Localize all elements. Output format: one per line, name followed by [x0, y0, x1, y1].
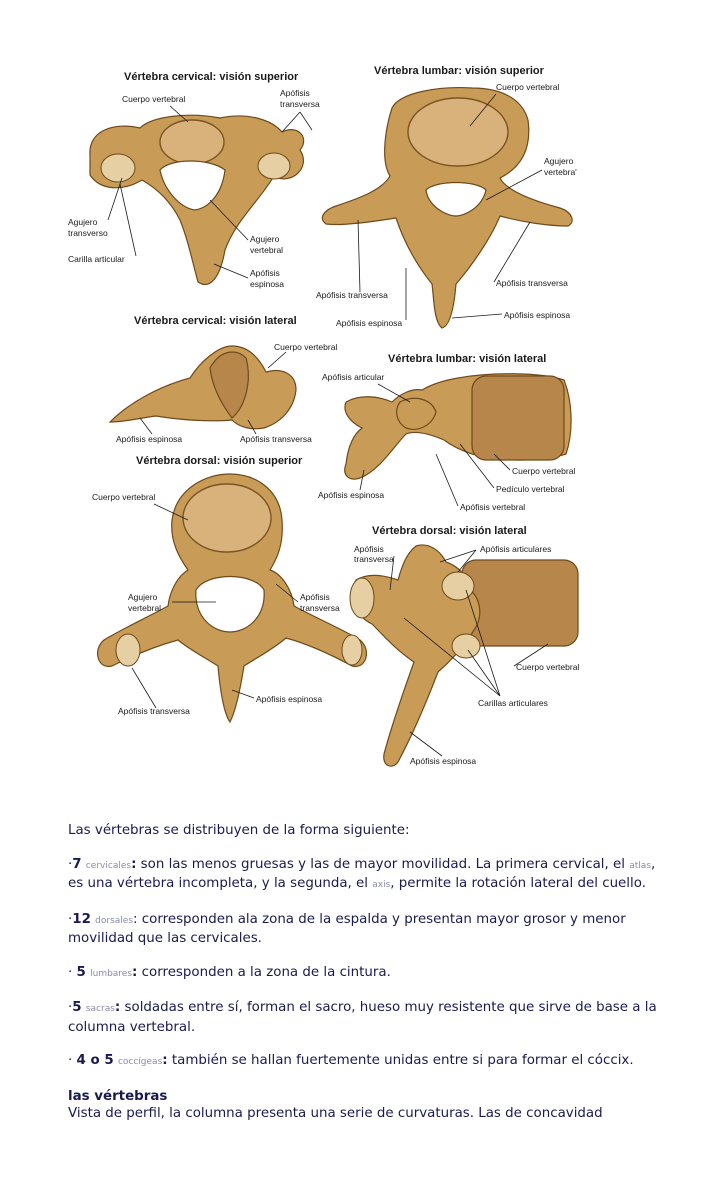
label: vertebral [250, 245, 284, 255]
label: Apófisis transversa [118, 706, 190, 716]
description: son las menos gruesas y las de mayor movilidad. La primera cervical, el [136, 856, 630, 872]
label: Agujero [68, 217, 98, 227]
label: Cuerpo vertebral [274, 342, 338, 352]
colon: : [131, 856, 137, 872]
list-item-dorsales [68, 911, 668, 948]
body-text [68, 822, 668, 1123]
label: Cuerpo vertebral [516, 662, 580, 672]
term: sacras [85, 1004, 115, 1014]
section-text: Vista de perfil, la columna presenta una serie de curvaturas. Las de concavidad [68, 1106, 603, 1121]
count: 5 [72, 1000, 82, 1015]
bullet: · [68, 964, 77, 980]
dorsal-lateral-view [350, 525, 579, 766]
term: lumbares [90, 968, 133, 979]
cervical-lateral-view [110, 315, 337, 444]
label: Apófisis transversa [496, 278, 568, 288]
label: Apófisis espinosa [318, 490, 385, 500]
label: Apófisis espinosa [504, 310, 571, 320]
description-mid: , es una vértebra incompleta, y la segunda, el [68, 856, 656, 891]
section [68, 1088, 668, 1123]
term-axis: axis [372, 880, 391, 890]
title-lumbar-lateral: Vértebra lumbar: visión lateral [388, 353, 547, 365]
count: 4 o 5 [76, 1053, 114, 1068]
term: dorsales [95, 915, 134, 926]
label: Cuerpo vertebral [496, 82, 560, 92]
lumbar-lateral-view [318, 353, 575, 512]
label: Carillas articulares [478, 698, 548, 708]
label: transversa [300, 603, 340, 613]
label: transversa [280, 99, 320, 109]
label: Agujero [250, 234, 280, 244]
label: Agujero [544, 156, 574, 166]
title-cervical-lateral: Vértebra cervical: visión lateral [134, 315, 297, 327]
label: Apófisis espinosa [410, 756, 477, 766]
term: cervicales [85, 860, 132, 871]
title-lumbar-superior: Vértebra lumbar: visión superior [374, 65, 544, 77]
colon: : [133, 911, 138, 927]
label: espinosa [250, 279, 285, 289]
bullet: · [68, 911, 73, 927]
description: soldadas entre sí, forman el sacro, hueso muy resistente que sirve de base a la columna vertebral. [68, 1000, 657, 1035]
bullet: · [68, 1053, 77, 1068]
bullet: · [68, 1000, 73, 1015]
vertebrae-illustration [60, 50, 670, 785]
label: Apófisis espinosa [256, 694, 323, 704]
label: Apófisis [280, 88, 310, 98]
list-item-lumbares [68, 964, 668, 984]
list-item-coccigeas [68, 1052, 668, 1072]
label: Cuerpo vertebral [122, 94, 186, 104]
label: Apófisis transversa [240, 434, 312, 444]
label: Apófisis [300, 592, 330, 602]
count: 5 [76, 964, 86, 980]
description: también se hallan fuertemente unidas entre si para formar el cóccix. [167, 1053, 634, 1068]
label: transverso [68, 228, 108, 238]
label: Apófisis espinosa [336, 318, 403, 328]
list-item-cervicales [68, 856, 668, 895]
term: coccígeas [117, 1057, 163, 1067]
label: Carilla articular [68, 254, 125, 264]
count: 7 [72, 856, 82, 872]
cervical-superior-view [68, 71, 320, 289]
label: vertebral [128, 603, 162, 613]
title-dorsal-superior: Vértebra dorsal: visión superior [136, 455, 303, 467]
intro-paragraph: Las vértebras se distribuyen de la forma siguiente: [68, 823, 410, 838]
label: Apófisis articular [322, 372, 385, 382]
description: corresponden ala zona de la espalda y presentan mayor grosor y menor movilidad que las cervicales. [68, 911, 626, 946]
lumbar-superior-view [316, 65, 577, 328]
description-end: , permite la rotación lateral del cuello. [390, 876, 646, 891]
label: Agujero [128, 592, 158, 602]
label: Apófisis transversa [316, 290, 388, 300]
section-heading: las vértebras [68, 1088, 168, 1104]
label: Cuerpo vertebral [512, 466, 576, 476]
title-dorsal-lateral: Vértebra dorsal: visión lateral [372, 525, 527, 537]
label: Apófisis espinosa [116, 434, 183, 444]
term-atlas: atlas [629, 860, 652, 871]
count: 12 [72, 911, 91, 927]
colon: : [162, 1053, 168, 1068]
colon: : [114, 1000, 121, 1015]
list-item-sacras [68, 999, 668, 1036]
label: Apófisis vertebral [460, 502, 526, 512]
label: Pedículo vertebral [496, 484, 565, 494]
bullet: · [68, 856, 73, 872]
title-cervical-superior: Vértebra cervical: visión superior [124, 71, 299, 83]
label: transversa [354, 554, 394, 564]
label: Apófisis articulares [480, 544, 552, 554]
label: Apófisis [354, 544, 384, 554]
label: vertebra' [544, 167, 577, 177]
label: Apófisis [250, 268, 280, 278]
colon: : [132, 964, 138, 980]
description: corresponden a la zona de la cintura. [137, 964, 391, 980]
label: Cuerpo vertebral [92, 492, 156, 502]
